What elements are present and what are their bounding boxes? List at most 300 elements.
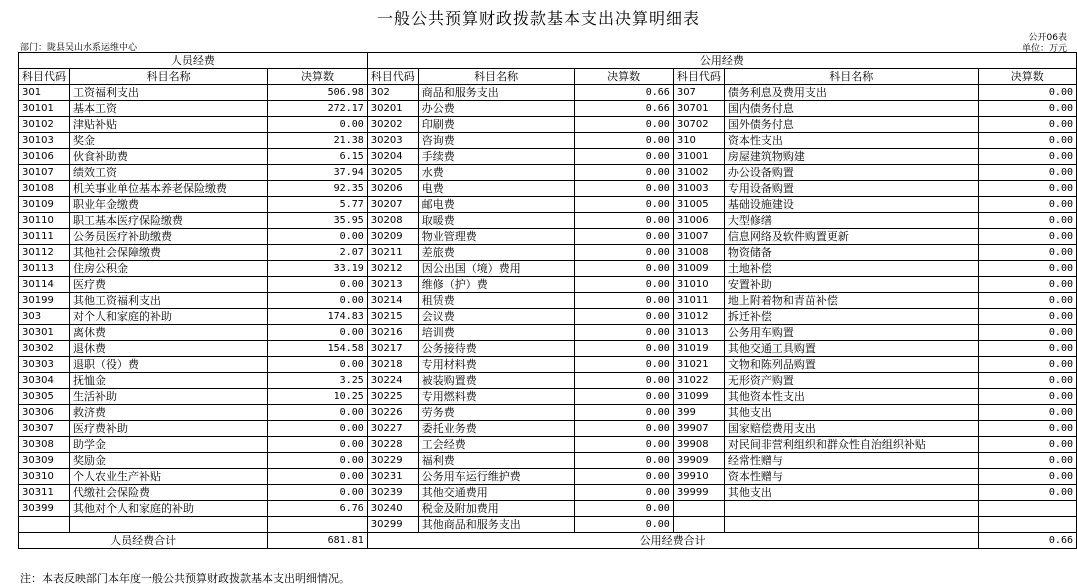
subject-name-cell: 基础设施建设 (724, 197, 978, 213)
amount-cell: 2.07 (268, 245, 367, 261)
subject-name-cell: 公务用车运行维护费 (418, 469, 574, 485)
amount-cell: 0.00 (978, 261, 1076, 277)
subject-code-cell: 30310 (19, 469, 70, 485)
amount-cell: 0.00 (978, 453, 1076, 469)
amount-cell: 0.00 (978, 165, 1076, 181)
subject-code-cell: 30305 (19, 389, 70, 405)
subject-name-cell: 津贴补贴 (70, 117, 268, 133)
col-header-name: 科目名称 (70, 69, 268, 85)
totals-row (19, 533, 1077, 549)
unit-label: 单位：万元 (1021, 44, 1067, 54)
subject-name-cell (724, 517, 978, 533)
amount-cell: 0.00 (978, 197, 1076, 213)
amount-cell: 0.00 (268, 325, 367, 341)
subject-code-cell: 30218 (367, 357, 418, 373)
subject-code-cell: 31008 (673, 245, 724, 261)
group-header-row (19, 53, 1077, 69)
subject-code-cell (673, 517, 724, 533)
subject-code-cell: 30102 (19, 117, 70, 133)
subject-name-cell: 其他交通费用 (418, 485, 574, 501)
amount-cell: 506.98 (268, 85, 367, 101)
table-row (19, 229, 1077, 245)
subject-name-cell: 电费 (418, 181, 574, 197)
subject-name-cell: 土地补偿 (724, 261, 978, 277)
subject-name-cell: 其他交通工具购置 (724, 341, 978, 357)
subject-code-cell: 30299 (367, 517, 418, 533)
amount-cell: 0.00 (574, 133, 673, 149)
subject-name-cell: 国家赔偿费用支出 (724, 421, 978, 437)
amount-cell: 0.00 (574, 213, 673, 229)
subject-name-cell: 手续费 (418, 149, 574, 165)
table-row (19, 101, 1077, 117)
subject-name-cell: 其他对个人和家庭的补助 (70, 501, 268, 517)
subject-code-cell: 31002 (673, 165, 724, 181)
subject-name-cell: 国外债务付息 (724, 117, 978, 133)
form-code: 公开06表 (1028, 33, 1067, 43)
subject-name-cell: 职业年金缴费 (70, 197, 268, 213)
subject-code-cell: 30224 (367, 373, 418, 389)
amount-cell: 0.00 (978, 133, 1076, 149)
subject-code-cell: 31010 (673, 277, 724, 293)
subject-name-cell: 债务利息及费用支出 (724, 85, 978, 101)
subject-name-cell: 无形资产购置 (724, 373, 978, 389)
amount-cell: 0.00 (574, 405, 673, 421)
col-header-name: 科目名称 (418, 69, 574, 85)
subject-code-cell: 30202 (367, 117, 418, 133)
personnel-group-header: 人员经费 (19, 53, 368, 69)
subject-code-cell: 30301 (19, 325, 70, 341)
subject-code-cell: 303 (19, 309, 70, 325)
amount-cell: 0.00 (268, 357, 367, 373)
table-row (19, 165, 1077, 181)
amount-cell: 0.00 (574, 501, 673, 517)
subject-code-cell: 30109 (19, 197, 70, 213)
amount-cell: 37.94 (268, 165, 367, 181)
amount-cell: 21.38 (268, 133, 367, 149)
table-row (19, 181, 1077, 197)
amount-cell: 0.00 (574, 325, 673, 341)
subject-code-cell: 31007 (673, 229, 724, 245)
amount-cell: 272.17 (268, 101, 367, 117)
subject-code-cell: 399 (673, 405, 724, 421)
subject-code-cell: 30108 (19, 181, 70, 197)
amount-cell: 0.00 (574, 181, 673, 197)
subject-name-cell: 工资福利支出 (70, 85, 268, 101)
subject-name-cell: 助学金 (70, 437, 268, 453)
subject-code-cell: 30209 (367, 229, 418, 245)
subject-name-cell: 医疗费 (70, 277, 268, 293)
amount-cell: 0.00 (978, 437, 1076, 453)
subject-name-cell: 国内债务付息 (724, 101, 978, 117)
col-header-code: 科目代码 (19, 69, 70, 85)
table-row (19, 213, 1077, 229)
subject-code-cell: 30211 (367, 245, 418, 261)
amount-cell: 0.00 (978, 149, 1076, 165)
subject-code-cell: 310 (673, 133, 724, 149)
amount-cell: 0.00 (978, 213, 1076, 229)
subject-code-cell: 30101 (19, 101, 70, 117)
subject-name-cell: 资本性支出 (724, 133, 978, 149)
subject-name-cell: 对民间非营利组织和群众性自治组织补贴 (724, 437, 978, 453)
amount-cell: 0.66 (574, 85, 673, 101)
footnote: 注：本表反映部门本年度一般公共预算财政拨款基本支出明细情况。 (20, 572, 350, 585)
subject-code-cell: 30217 (367, 341, 418, 357)
amount-cell: 0.00 (978, 181, 1076, 197)
subject-name-cell: 水费 (418, 165, 574, 181)
public-total-value: 0.66 (978, 533, 1076, 549)
amount-cell: 0.00 (268, 405, 367, 421)
amount-cell: 0.00 (978, 341, 1076, 357)
subject-code-cell: 31013 (673, 325, 724, 341)
subject-code-cell: 30306 (19, 405, 70, 421)
subject-code-cell: 30201 (367, 101, 418, 117)
subject-name-cell: 差旅费 (418, 245, 574, 261)
subject-name-cell: 抚恤金 (70, 373, 268, 389)
amount-cell: 0.00 (574, 117, 673, 133)
subject-name-cell: 代缴社会保险费 (70, 485, 268, 501)
amount-cell: 0.00 (978, 357, 1076, 373)
public-total-label: 公用经费合计 (367, 533, 978, 549)
subject-code-cell: 30229 (367, 453, 418, 469)
table-row (19, 85, 1077, 101)
subject-name-cell: 印刷费 (418, 117, 574, 133)
subject-name-cell: 办公费 (418, 101, 574, 117)
subject-code-cell: 30239 (367, 485, 418, 501)
amount-cell: 0.00 (978, 485, 1076, 501)
subject-name-cell: 维修（护）费 (418, 277, 574, 293)
subject-code-cell: 30303 (19, 357, 70, 373)
table-row (19, 117, 1077, 133)
subject-name-cell: 其他资本性支出 (724, 389, 978, 405)
subject-name-cell: 专用材料费 (418, 357, 574, 373)
amount-cell: 0.00 (574, 165, 673, 181)
amount-cell: 92.35 (268, 181, 367, 197)
amount-cell: 0.66 (574, 101, 673, 117)
subject-code-cell: 30112 (19, 245, 70, 261)
amount-cell: 0.00 (268, 421, 367, 437)
subject-code-cell: 30213 (367, 277, 418, 293)
amount-cell: 10.25 (268, 389, 367, 405)
subject-code-cell: 30225 (367, 389, 418, 405)
subject-name-cell: 其他支出 (724, 485, 978, 501)
subject-name-cell: 被装购置费 (418, 373, 574, 389)
col-header-amount: 决算数 (574, 69, 673, 85)
subject-code-cell: 30216 (367, 325, 418, 341)
amount-cell: 6.15 (268, 149, 367, 165)
subject-code-cell: 307 (673, 85, 724, 101)
subject-name-cell: 资本性赠与 (724, 469, 978, 485)
subject-code-cell: 301 (19, 85, 70, 101)
table-row (19, 485, 1077, 501)
subject-name-cell: 公务用车购置 (724, 325, 978, 341)
report-title: 一般公共预算财政拨款基本支出决算明细表 (376, 9, 700, 28)
subject-code-cell: 30214 (367, 293, 418, 309)
subject-code-cell: 30307 (19, 421, 70, 437)
subject-name-cell: 文物和陈列品购置 (724, 357, 978, 373)
subject-name-cell: 伙食补助费 (70, 149, 268, 165)
subject-name-cell: 职工基本医疗保险缴费 (70, 213, 268, 229)
subject-name-cell: 商品和服务支出 (418, 85, 574, 101)
table-row (19, 469, 1077, 485)
subject-code-cell: 31006 (673, 213, 724, 229)
table-row (19, 149, 1077, 165)
subject-name-cell (724, 501, 978, 517)
subject-name-cell: 专用燃料费 (418, 389, 574, 405)
amount-cell: 0.00 (268, 293, 367, 309)
table-row (19, 245, 1077, 261)
amount-cell: 0.00 (978, 309, 1076, 325)
subject-name-cell: 税金及附加费用 (418, 501, 574, 517)
amount-cell: 0.00 (268, 117, 367, 133)
table-row (19, 277, 1077, 293)
amount-cell (268, 517, 367, 533)
subject-code-cell: 30228 (367, 437, 418, 453)
amount-cell: 0.00 (574, 453, 673, 469)
amount-cell: 0.00 (978, 421, 1076, 437)
subject-code-cell: 30240 (367, 501, 418, 517)
amount-cell: 0.00 (268, 469, 367, 485)
table-row (19, 133, 1077, 149)
subject-name-cell: 房屋建筑物购建 (724, 149, 978, 165)
amount-cell: 0.00 (978, 245, 1076, 261)
subject-name-cell: 离休费 (70, 325, 268, 341)
subject-code-cell: 39999 (673, 485, 724, 501)
amount-cell: 0.00 (574, 293, 673, 309)
amount-cell: 33.19 (268, 261, 367, 277)
table-row (19, 501, 1077, 517)
amount-cell: 3.25 (268, 373, 367, 389)
subject-name-cell: 机关事业单位基本养老保险缴费 (70, 181, 268, 197)
subject-code-cell: 30212 (367, 261, 418, 277)
subject-name-cell: 住房公积金 (70, 261, 268, 277)
subject-name-cell: 经常性赠与 (724, 453, 978, 469)
subject-name-cell: 专用设备购置 (724, 181, 978, 197)
amount-cell: 0.00 (574, 261, 673, 277)
subject-name-cell: 奖励金 (70, 453, 268, 469)
col-header-amount: 决算数 (978, 69, 1076, 85)
public-group-header: 公用经费 (367, 53, 1076, 69)
subject-code-cell: 31012 (673, 309, 724, 325)
subject-name-cell: 基本工资 (70, 101, 268, 117)
amount-cell: 0.00 (574, 517, 673, 533)
col-header-amount: 决算数 (268, 69, 367, 85)
subject-code-cell: 30304 (19, 373, 70, 389)
amount-cell: 0.00 (978, 389, 1076, 405)
amount-cell: 0.00 (978, 85, 1076, 101)
subject-code-cell: 31009 (673, 261, 724, 277)
amount-cell: 0.00 (574, 421, 673, 437)
subject-code-cell (19, 517, 70, 533)
subject-name-cell: 委托业务费 (418, 421, 574, 437)
subject-code-cell: 30103 (19, 133, 70, 149)
subject-code-cell: 31005 (673, 197, 724, 213)
subject-name-cell: 其他工资福利支出 (70, 293, 268, 309)
amount-cell: 35.95 (268, 213, 367, 229)
subject-name-cell: 因公出国（境）费用 (418, 261, 574, 277)
subject-code-cell: 30308 (19, 437, 70, 453)
subject-name-cell: 救济费 (70, 405, 268, 421)
amount-cell: 0.00 (574, 229, 673, 245)
subject-code-cell: 30302 (19, 341, 70, 357)
subject-code-cell: 30106 (19, 149, 70, 165)
amount-cell: 6.76 (268, 501, 367, 517)
subject-name-cell: 物业管理费 (418, 229, 574, 245)
table-row (19, 293, 1077, 309)
subject-code-cell: 39907 (673, 421, 724, 437)
subject-name-cell: 生活补助 (70, 389, 268, 405)
amount-cell: 0.00 (268, 453, 367, 469)
amount-cell: 0.00 (978, 469, 1076, 485)
amount-cell: 0.00 (574, 469, 673, 485)
subject-name-cell: 会议费 (418, 309, 574, 325)
subject-code-cell: 31022 (673, 373, 724, 389)
amount-cell: 0.00 (978, 229, 1076, 245)
subject-name-cell: 邮电费 (418, 197, 574, 213)
subject-name-cell: 地上附着物和青苗补偿 (724, 293, 978, 309)
amount-cell (978, 517, 1076, 533)
subject-code-cell: 30203 (367, 133, 418, 149)
subject-code-cell: 302 (367, 85, 418, 101)
expenditure-table (18, 52, 1077, 549)
subject-code-cell: 30702 (673, 117, 724, 133)
subject-name-cell: 办公设备购置 (724, 165, 978, 181)
subject-name-cell: 取暖费 (418, 213, 574, 229)
amount-cell: 0.00 (574, 389, 673, 405)
amount-cell: 154.58 (268, 341, 367, 357)
amount-cell: 0.00 (268, 485, 367, 501)
subject-name-cell: 租赁费 (418, 293, 574, 309)
amount-cell: 0.00 (978, 101, 1076, 117)
subject-code-cell: 30113 (19, 261, 70, 277)
subject-code-cell: 31001 (673, 149, 724, 165)
table-row (19, 453, 1077, 469)
amount-cell: 0.00 (978, 293, 1076, 309)
subject-name-cell: 退休费 (70, 341, 268, 357)
subject-code-cell: 30399 (19, 501, 70, 517)
department-label: 部门：陇县吴山水系运维中心 (20, 43, 138, 53)
amount-cell: 0.00 (978, 117, 1076, 133)
subject-name-cell: 个人农业生产补贴 (70, 469, 268, 485)
subject-name-cell: 退职（役）费 (70, 357, 268, 373)
subject-code-cell: 30311 (19, 485, 70, 501)
subject-code-cell: 30309 (19, 453, 70, 469)
subject-name-cell: 其他社会保障缴费 (70, 245, 268, 261)
amount-cell: 0.00 (978, 277, 1076, 293)
subject-name-cell: 福利费 (418, 453, 574, 469)
subject-name-cell: 培训费 (418, 325, 574, 341)
subject-code-cell: 30231 (367, 469, 418, 485)
subject-code-cell: 30208 (367, 213, 418, 229)
amount-cell: 0.00 (978, 405, 1076, 421)
personnel-total-label: 人员经费合计 (19, 533, 268, 549)
subject-code-cell: 30206 (367, 181, 418, 197)
subject-code-cell: 30207 (367, 197, 418, 213)
subject-name-cell: 医疗费补助 (70, 421, 268, 437)
subject-code-cell: 30204 (367, 149, 418, 165)
subject-code-cell: 39909 (673, 453, 724, 469)
subject-name-cell: 安置补助 (724, 277, 978, 293)
subject-name-cell: 咨询费 (418, 133, 574, 149)
subject-code-cell: 30114 (19, 277, 70, 293)
column-header-row (19, 69, 1077, 85)
subject-name-cell: 信息网络及软件购置更新 (724, 229, 978, 245)
amount-cell: 0.00 (574, 341, 673, 357)
table-row (19, 261, 1077, 277)
amount-cell: 0.00 (574, 245, 673, 261)
amount-cell: 0.00 (574, 309, 673, 325)
subject-name-cell: 公务接待费 (418, 341, 574, 357)
amount-cell: 0.00 (978, 373, 1076, 389)
subject-code-cell: 30111 (19, 229, 70, 245)
table-row (19, 325, 1077, 341)
table-row (19, 405, 1077, 421)
amount-cell: 0.00 (574, 197, 673, 213)
table-row (19, 389, 1077, 405)
subject-code-cell (673, 501, 724, 517)
subject-name-cell: 工会经费 (418, 437, 574, 453)
table-row (19, 421, 1077, 437)
subject-code-cell: 31003 (673, 181, 724, 197)
amount-cell: 0.00 (574, 373, 673, 389)
amount-cell: 0.00 (268, 229, 367, 245)
table-row (19, 517, 1077, 533)
table-row (19, 373, 1077, 389)
amount-cell: 0.00 (574, 149, 673, 165)
subject-code-cell: 31011 (673, 293, 724, 309)
amount-cell: 0.00 (574, 277, 673, 293)
amount-cell: 0.00 (574, 357, 673, 373)
amount-cell: 0.00 (574, 437, 673, 453)
amount-cell: 0.00 (978, 325, 1076, 341)
subject-code-cell: 30701 (673, 101, 724, 117)
table-row (19, 309, 1077, 325)
subject-code-cell: 30199 (19, 293, 70, 309)
subject-code-cell: 30227 (367, 421, 418, 437)
subject-code-cell: 30226 (367, 405, 418, 421)
amount-cell: 0.00 (268, 437, 367, 453)
personnel-total-value: 681.81 (268, 533, 367, 549)
amount-cell: 0.00 (268, 277, 367, 293)
subject-name-cell: 对个人和家庭的补助 (70, 309, 268, 325)
subject-code-cell: 31099 (673, 389, 724, 405)
subject-code-cell: 30110 (19, 213, 70, 229)
subject-code-cell: 39908 (673, 437, 724, 453)
subject-code-cell: 30215 (367, 309, 418, 325)
amount-cell: 174.83 (268, 309, 367, 325)
col-header-code: 科目代码 (673, 69, 724, 85)
subject-name-cell: 劳务费 (418, 405, 574, 421)
subject-code-cell: 39910 (673, 469, 724, 485)
table-row (19, 341, 1077, 357)
subject-code-cell: 31019 (673, 341, 724, 357)
subject-name-cell: 物资储备 (724, 245, 978, 261)
subject-code-cell: 30107 (19, 165, 70, 181)
subject-name-cell: 其他支出 (724, 405, 978, 421)
subject-code-cell: 31021 (673, 357, 724, 373)
subject-code-cell: 30205 (367, 165, 418, 181)
table-row (19, 197, 1077, 213)
amount-cell (978, 501, 1076, 517)
subject-name-cell: 奖金 (70, 133, 268, 149)
subject-name-cell: 绩效工资 (70, 165, 268, 181)
subject-name-cell (70, 517, 268, 533)
subject-name-cell: 拆迁补偿 (724, 309, 978, 325)
col-header-code: 科目代码 (367, 69, 418, 85)
table-row (19, 437, 1077, 453)
amount-cell: 0.00 (574, 485, 673, 501)
col-header-name: 科目名称 (724, 69, 978, 85)
subject-name-cell: 公务员医疗补助缴费 (70, 229, 268, 245)
